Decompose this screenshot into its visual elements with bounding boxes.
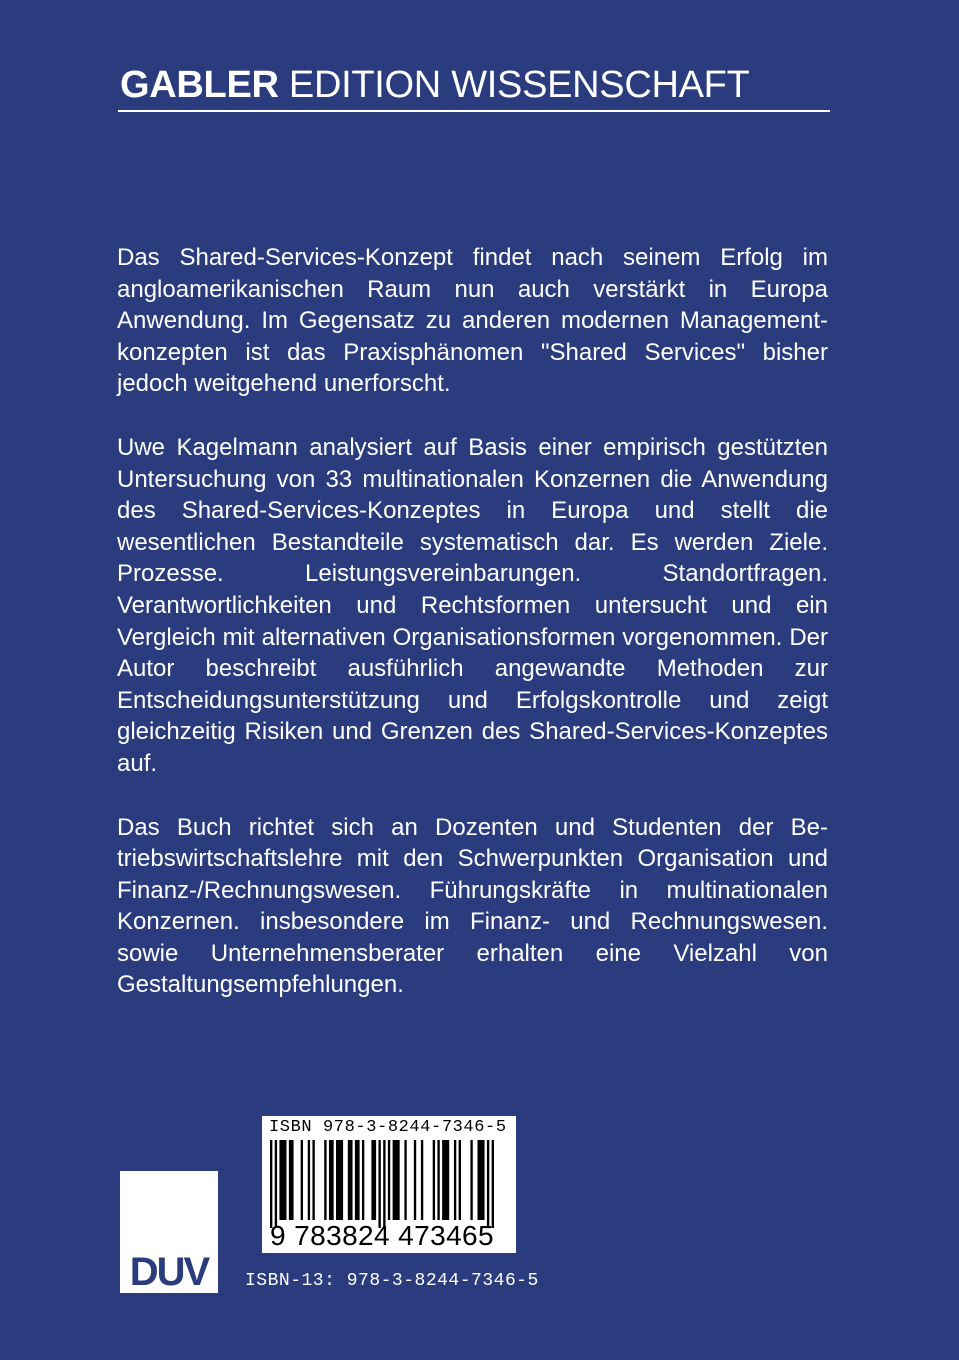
barcode-bar [301,1140,303,1220]
barcode-bar [378,1140,380,1228]
barcode-bar [414,1140,416,1220]
isbn-label: ISBN 978-3-8244-7346-5 [269,1118,507,1137]
barcode-bar [492,1140,494,1228]
isbn-barcode-box [262,1116,516,1253]
barcode-bar [348,1140,353,1220]
barcode-bar [336,1140,343,1220]
barcode-bar [421,1140,423,1220]
barcode-bar [362,1140,364,1220]
barcode-bar [459,1140,461,1220]
blurb-paragraph-1: Das Shared-Services-Konzept findet nach seinem Erfolg im angloamerikanischen Raum nun auch verstärkt in Europa Anwendung. Im Gegensatz zu anderen modernen Managementkonzepten ist das Praxisphänomen "Shared Services" bisher jedoch weitgehend unerforscht. [117,244,828,398]
barcode-bar [289,1140,294,1220]
blurb-paragraph-3: Das Buch richtet sich an Dozenten und Studenten der Betriebswirtschaftslehre mit den Schwerpunkten Organisation und Finanz-/Rechnungswesen. Führungskräfte in multinationalen Konzernen. insbesondere im Finanz- und Rechnungswesen. sowie Unternehmensberater erhalten eine Vielzahl von Gestaltungsempfehlungen. [117,813,828,999]
barcode-bar [388,1140,390,1220]
barcode-bar [279,1140,286,1220]
barcode-bar [433,1140,435,1220]
barcode-bar [442,1140,449,1220]
barcode-bars [270,1140,494,1228]
barcode-bar [308,1140,310,1220]
barcode-bar [383,1140,385,1228]
barcode-bar [477,1140,484,1220]
barcode-bar [371,1140,376,1220]
publisher-logo [120,1171,218,1293]
header-rule [118,110,830,112]
barcode-digits: 9 783824 473465 [270,1220,494,1251]
barcode-bar [312,1140,314,1220]
barcode-bar [404,1140,406,1220]
blurb-paragraph-2: Uwe Kagelmann analysiert auf Basis einer empirisch gestützten Untersuchung von 33 multinationalen Konzernen die Anwendung des Shared-Services-Konzeptes in Europa und stellt die wesentlichen Bestandteile systematisch dar. Es werden Ziele. Prozesse. Leistungsvereinbarungen. Standortfragen. Verantwortlichkeiten und Rechtsformen untersucht und ein Vergleich mit alternativen Organisationsformen vorgenommen. Der Autor beschreibt ausführlich angewandte Methoden zur Entscheidungsunterstützung und Erfolgskontrolle und zeigt gleichzeitig Risiken und Grenzen des Shared-Services-Konzeptes auf. [117,433,828,777]
barcode-bar [355,1140,360,1220]
isbn13-text: ISBN-13: 978-3-8244-7346-5 [245,1271,539,1291]
barcode-bar [324,1140,326,1220]
series-title-rest: EDITION WISSENSCHAFT [288,64,750,106]
barcode-bar [437,1140,439,1220]
blurb-text [117,242,828,1033]
series-title-bold: GABLER [120,64,279,106]
barcode-bar [393,1140,400,1220]
barcode-bar [487,1140,489,1228]
barcode-bar [470,1140,472,1220]
series-title [120,62,750,108]
barcode-bar [275,1140,277,1228]
publisher-logo-text: DUV [129,1250,209,1294]
barcode-bar [454,1140,456,1220]
barcode-bar [329,1140,334,1220]
barcode-bar [270,1140,272,1228]
